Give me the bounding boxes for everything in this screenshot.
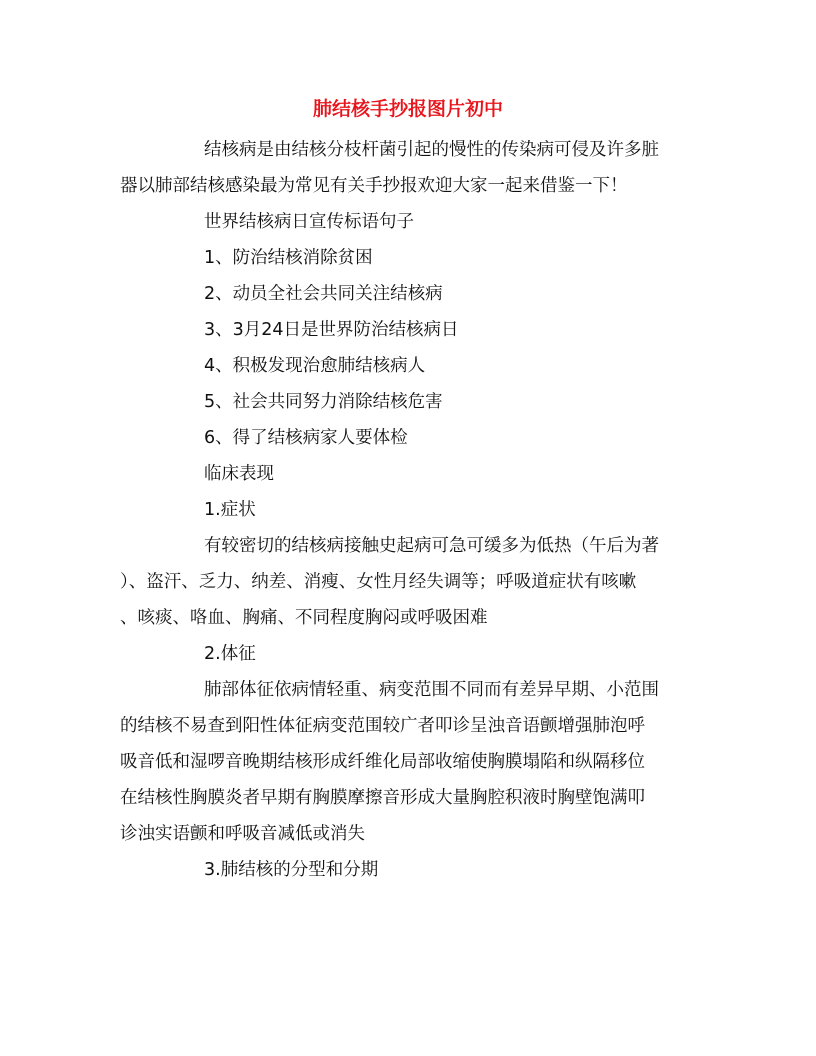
signs-heading: 2.体征 <box>204 644 256 664</box>
slogan-item: 3、3月24日是世界防治结核病日 <box>204 320 459 340</box>
signs-line-5: 诊浊实语颤和呼吸音减低或消失 <box>120 824 365 844</box>
signs-line-3: 吸音低和湿啰音晚期结核形成纤维化局部收缩使胸膜塌陷和纵隔移位 <box>120 752 645 772</box>
slogan-item: 6、得了结核病家人要体检 <box>204 428 408 448</box>
slogan-heading: 世界结核病日宣传标语句子 <box>204 212 414 232</box>
symptoms-line-1: 有较密切的结核病接触史起病可急可缓多为低热（午后为著 <box>204 536 659 556</box>
symptoms-line-2: ）、盗汗、乏力、纳差、消瘦、女性月经失调等；呼吸道症状有咳嗽 <box>120 572 637 592</box>
intro-line-1: 结核病是由结核分枝杆菌引起的慢性的传染病可侵及许多脏 <box>204 140 659 160</box>
signs-line-2: 的结核不易查到阳性体征病变范围较广者叩诊呈浊音语颤增强肺泡呼 <box>120 716 645 736</box>
slogan-item: 4、积极发现治愈肺结核病人 <box>204 356 426 376</box>
document-title: 肺结核手抄报图片初中 <box>312 98 503 120</box>
clinical-heading: 临床表现 <box>204 464 274 484</box>
symptoms-line-3: 、咳痰、咯血、胸痛、不同程度胸闷或呼吸困难 <box>120 608 488 628</box>
slogan-item: 1、防治结核消除贫困 <box>204 248 373 268</box>
signs-line-4: 在结核性胸膜炎者早期有胸膜摩擦音形成大量胸腔积液时胸壁饱满叩 <box>120 788 645 808</box>
slogan-item: 2、动员全社会共同关注结核病 <box>204 284 443 304</box>
signs-line-1: 肺部体征依病情轻重、病变范围不同而有差异早期、小范围 <box>204 680 659 700</box>
symptoms-heading: 1.症状 <box>204 500 256 520</box>
intro-line-2: 器以肺部结核感染最为常见有关手抄报欢迎大家一起来借鉴一下！ <box>120 176 628 196</box>
slogan-item: 5、社会共同努力消除结核危害 <box>204 392 443 412</box>
classification-heading: 3.肺结核的分型和分期 <box>204 860 379 880</box>
